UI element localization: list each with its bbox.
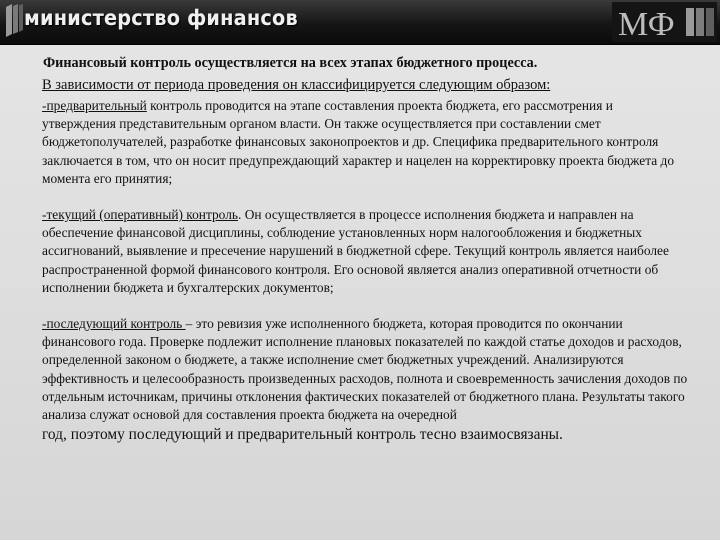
subsequent-control-term: -последующий контроль [42, 316, 186, 332]
preliminary-control-text: контроль проводится на этапе составления проекта бюджета, его рассмотрения и утверждения представительным органом власти. Он также осуществляется при составлении смет бюджетополучателей, разработке финансовых законопроектов и др. Специфика предварительного контроля заключается в том, что он носит предупреждающий характер и нацелен на корректировку проекта бюджета до момента его принятия; [42, 98, 675, 186]
ministry-title: министерство финансов [24, 6, 298, 30]
flag-stripes-icon [4, 3, 26, 37]
subsequent-control-paragraph [42, 315, 688, 444]
current-control-paragraph [42, 206, 688, 297]
lead-statement: Финансовый контроль осуществляется на всех этапах бюджетного процесса. [43, 55, 538, 71]
preliminary-control-paragraph [42, 97, 688, 188]
current-control-text: . Он осуществляется в процессе исполнения бюджета и направлен на обеспечение финансовой дисциплины, соблюдение установленных норм налогообложения и бюджетных ассигнований, выявление и пресечение нарушений в бюджетной сфере. Текущий контроль является наиболее распространенной формой финансового контроля. Его основой является анализ оперативной отчетности об исполнении бюджета и бухгалтерских документов; [42, 207, 669, 295]
slide-body [38, 50, 688, 444]
subsequent-control-closing-line: год, поэтому последующий и предварительный контроль тесно взаимосвязаны. [42, 426, 563, 444]
preliminary-control-term: -предварительный [42, 98, 147, 113]
header-bar [0, 0, 720, 45]
subsequent-control-text: – это ревизия уже исполненного бюджета, которая проводится по окончании финансового года. Проверке подлежит исполнение плановых показателей по каждой статье доходов и расходов, определенной законом о бюджете, а также исполнение смет бюджетных учреждений. Анализируются эффективность и целесообразность произведенных расходов, полнота и своевременность зачисления доходов по отдельным источникам, причины отклонения фактических показателей от бюджетного плана. Результаты такого анализа служат основой для составления проекта бюджета на очередной [42, 316, 688, 423]
current-control-term: -текущий (оперативный) контроль [42, 207, 238, 223]
emblem-letters: МФ [618, 6, 675, 42]
ministry-emblem-icon [612, 2, 717, 42]
classification-heading: В зависимости от периода проведения он классифицируется следующим образом: [42, 77, 551, 93]
